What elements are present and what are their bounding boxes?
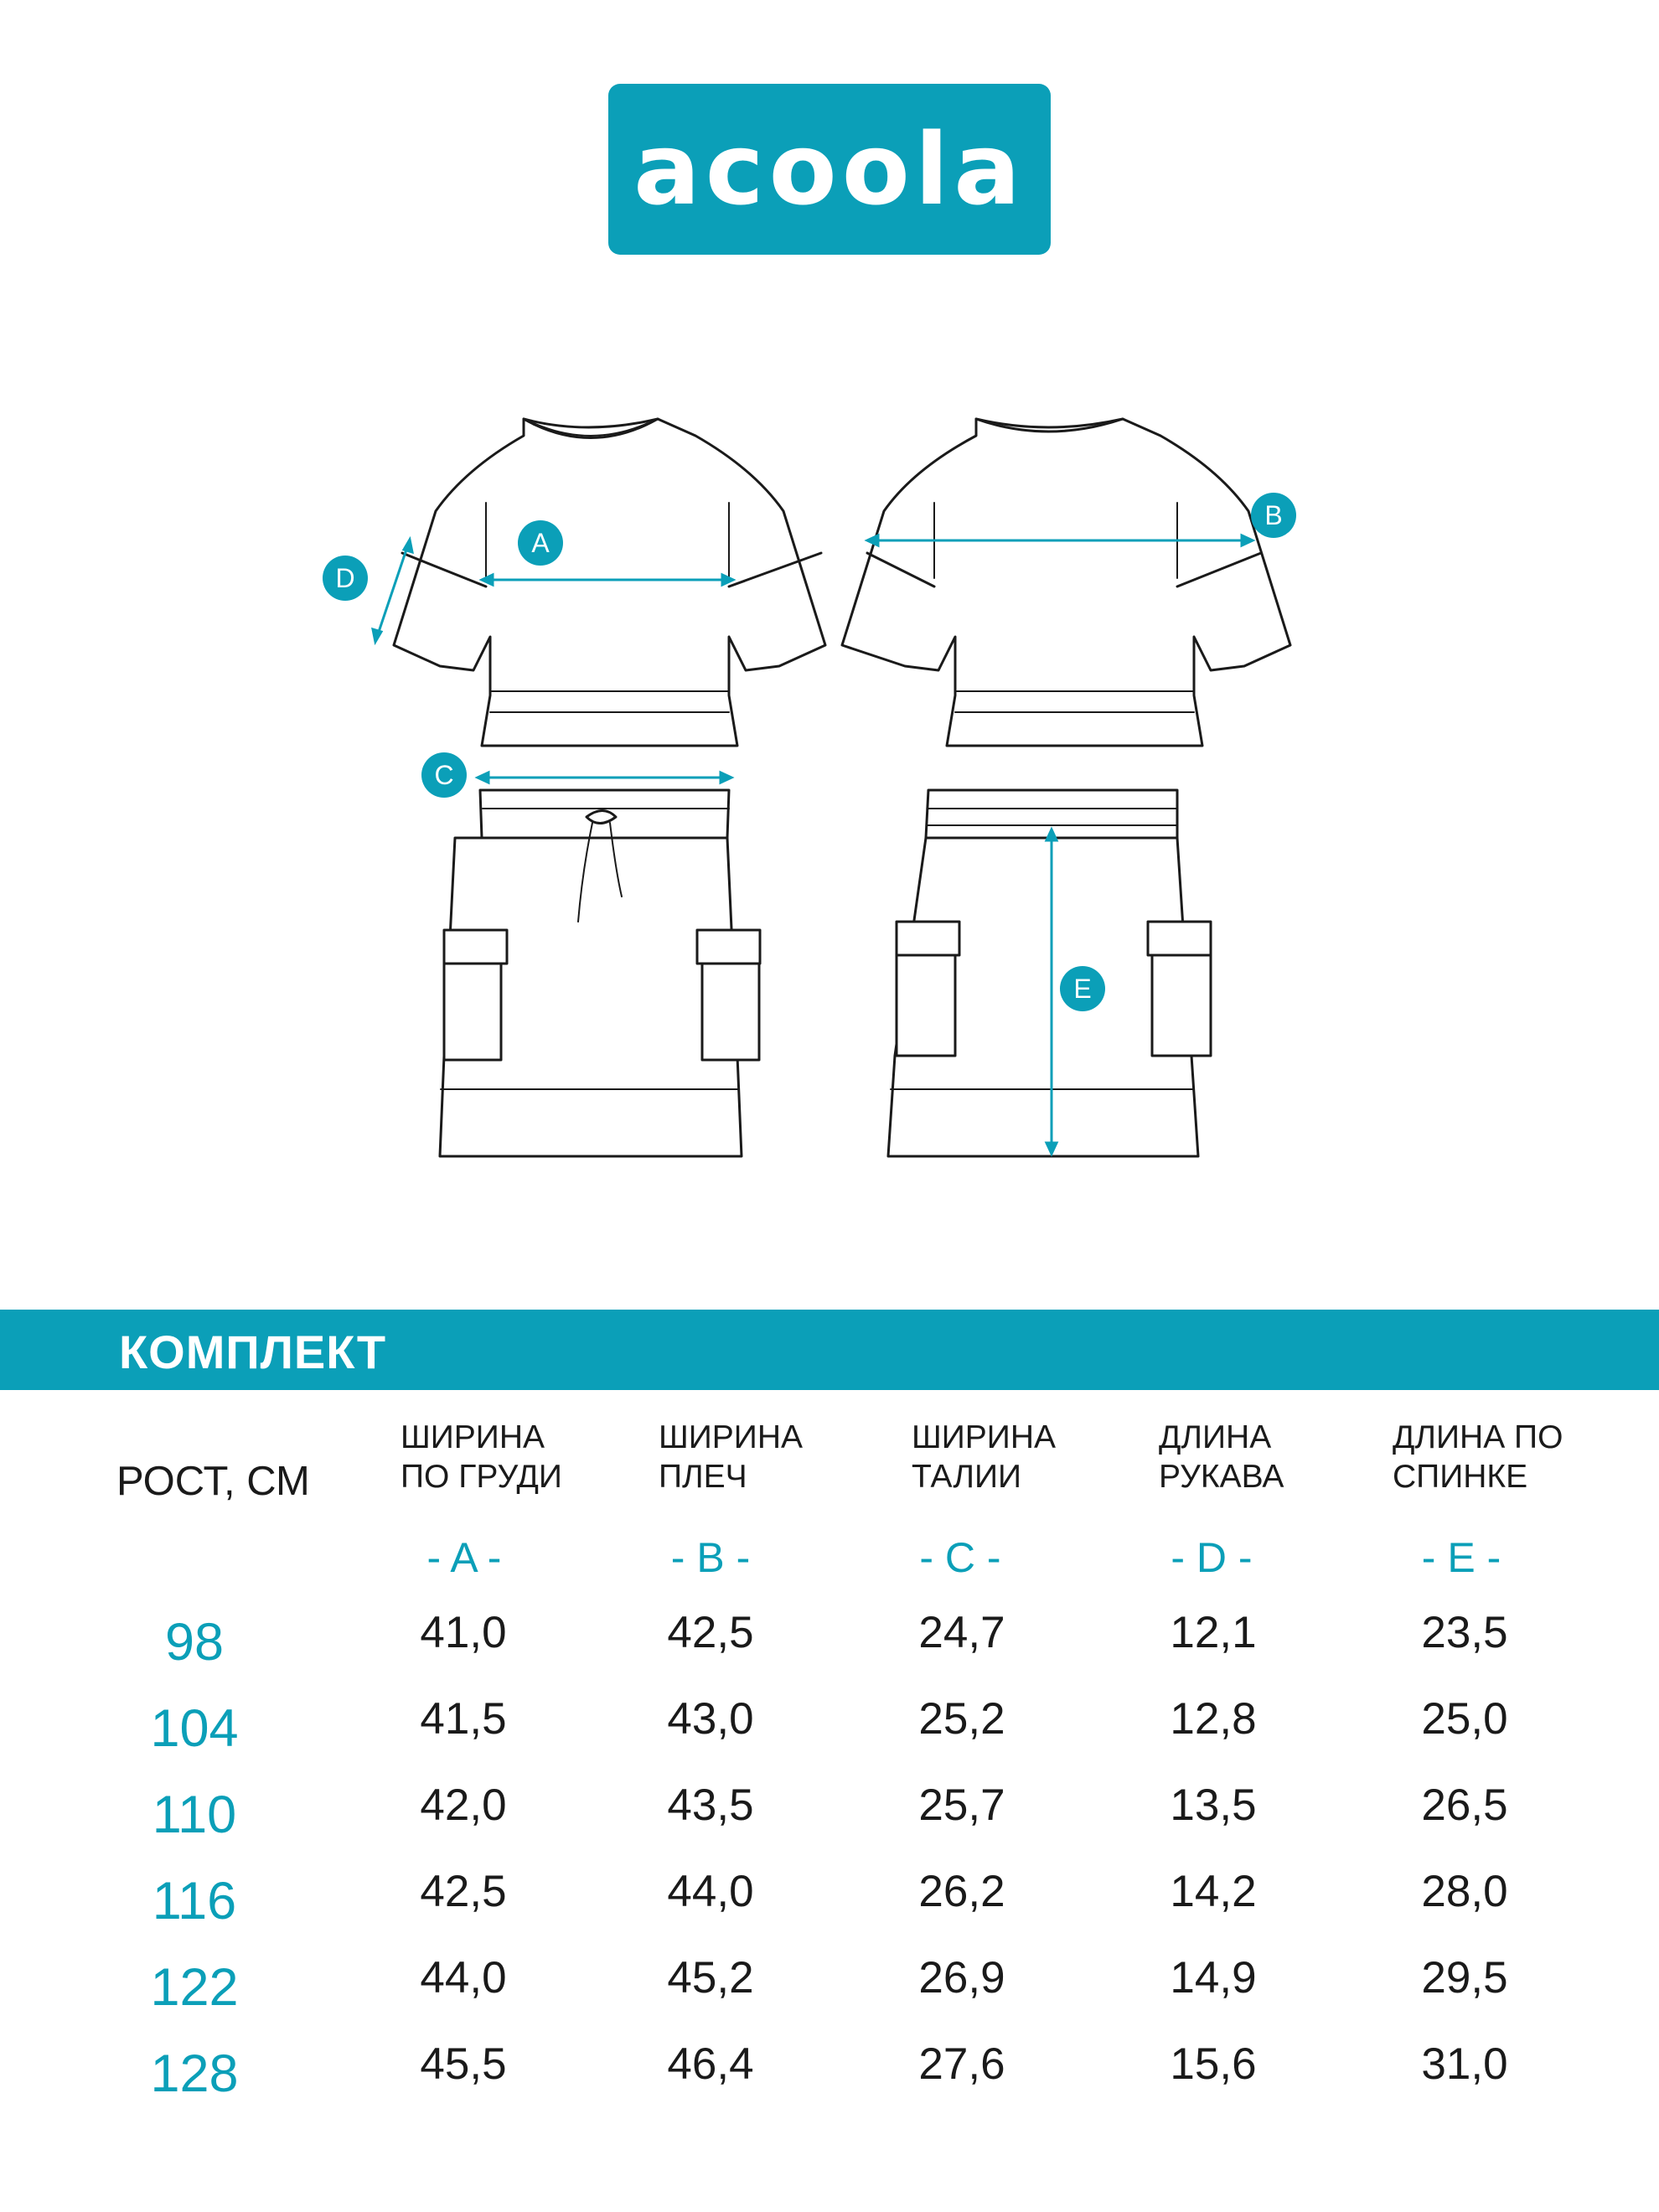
size-value: 122 xyxy=(150,1958,239,2017)
cell-shoulders: 42,5 xyxy=(667,1608,754,1657)
cell-sleeve: 14,2 xyxy=(1170,1867,1257,1916)
col-code-b: - B - xyxy=(670,1534,751,1581)
size-value: 116 xyxy=(152,1872,237,1930)
col-header-shoulders: ШИРИНА ПЛЕЧ xyxy=(659,1419,803,1495)
brand-logo xyxy=(608,84,1051,255)
cell-sleeve: 12,1 xyxy=(1170,1608,1257,1657)
cell-chest: 44,0 xyxy=(420,1953,507,2003)
back-top-drawing xyxy=(842,419,1290,746)
cell-chest: 41,5 xyxy=(420,1694,507,1744)
marker-b-label: B xyxy=(1264,500,1283,530)
col-header-chest: ШИРИНА ПО ГРУДИ xyxy=(401,1419,562,1495)
table-row xyxy=(0,2039,1659,2122)
cell-sleeve: 12,8 xyxy=(1170,1694,1257,1744)
size-value: 104 xyxy=(150,1699,239,1758)
cell-sleeve: 14,9 xyxy=(1170,1953,1257,2003)
table-row xyxy=(0,1607,1659,1691)
cell-back-length: 29,5 xyxy=(1421,1953,1508,2003)
col-header-waist: ШИРИНА ТАЛИИ xyxy=(912,1419,1056,1495)
col-code-e: - E - xyxy=(1421,1534,1501,1581)
cell-waist: 26,2 xyxy=(918,1867,1005,1916)
cell-shoulders: 43,0 xyxy=(667,1694,754,1744)
col-code-a: - A - xyxy=(426,1534,502,1581)
size-value: 98 xyxy=(164,1613,225,1672)
front-skirt-drawing xyxy=(440,790,760,1156)
size-value: 110 xyxy=(152,1786,237,1844)
col-header-back-length: ДЛИНА ПО СПИНКЕ xyxy=(1393,1419,1563,1495)
marker-a-label: A xyxy=(531,528,550,558)
col-header-sleeve: ДЛИНА РУКАВА xyxy=(1159,1419,1284,1495)
cell-shoulders: 45,2 xyxy=(667,1953,754,2003)
table-row xyxy=(0,1693,1659,1777)
brand-logo-text: acoola xyxy=(633,111,1026,227)
height-label: РОСТ, СМ xyxy=(116,1459,310,1504)
table-row xyxy=(0,1780,1659,1863)
cell-waist: 25,7 xyxy=(918,1780,1005,1830)
cell-shoulders: 46,4 xyxy=(667,2039,754,2089)
cell-chest: 42,0 xyxy=(420,1780,507,1830)
cell-waist: 27,6 xyxy=(918,2039,1005,2089)
marker-e-label: E xyxy=(1073,974,1092,1004)
cell-sleeve: 15,6 xyxy=(1170,2039,1257,2089)
cell-back-length: 23,5 xyxy=(1421,1608,1508,1657)
section-title: КОМПЛЕКТ xyxy=(119,1326,387,1378)
cell-chest: 41,0 xyxy=(420,1608,507,1657)
cell-back-length: 31,0 xyxy=(1421,2039,1508,2089)
cell-sleeve: 13,5 xyxy=(1170,1780,1257,1830)
front-top-drawing xyxy=(394,419,825,746)
cell-back-length: 28,0 xyxy=(1421,1867,1508,1916)
section-band xyxy=(0,1310,1659,1390)
back-skirt-drawing xyxy=(888,790,1211,1156)
marker-c-label: C xyxy=(434,760,454,790)
cell-waist: 26,9 xyxy=(918,1953,1005,2003)
garment-sketch xyxy=(0,360,1659,1198)
cell-back-length: 25,0 xyxy=(1421,1694,1508,1744)
cell-shoulders: 44,0 xyxy=(667,1867,754,1916)
cell-back-length: 26,5 xyxy=(1421,1780,1508,1830)
cell-waist: 24,7 xyxy=(918,1608,1005,1657)
table-row xyxy=(0,1866,1659,1950)
cell-waist: 25,2 xyxy=(918,1694,1005,1744)
cell-chest: 45,5 xyxy=(420,2039,507,2089)
col-code-c: - C - xyxy=(919,1534,1001,1581)
marker-d-label: D xyxy=(335,563,355,593)
cell-chest: 42,5 xyxy=(420,1867,507,1916)
table-row xyxy=(0,1952,1659,2036)
col-code-d: - D - xyxy=(1171,1534,1253,1581)
cell-shoulders: 43,5 xyxy=(667,1780,754,1830)
size-value: 128 xyxy=(150,2044,239,2103)
